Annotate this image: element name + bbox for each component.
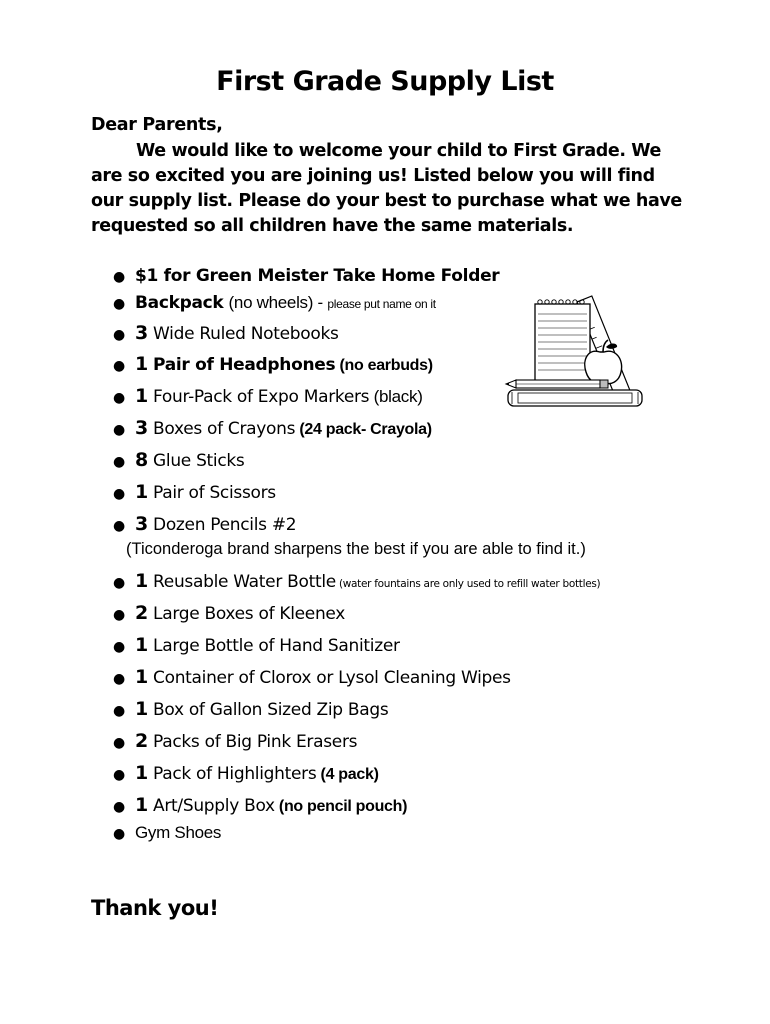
- item-note: (24 pack- Crayola): [295, 421, 432, 438]
- bullet: ●: [113, 575, 125, 591]
- list-item: [113, 760, 379, 786]
- pencil-note: (Ticonderoga brand sharpens the best if you are able to find it.): [126, 540, 586, 558]
- item-note: (4 pack): [316, 766, 379, 783]
- bullet: ●: [113, 607, 125, 623]
- item-note: (no pencil pouch): [274, 798, 408, 815]
- item-name: Container of Clorox or Lysol Cleaning Wipes: [153, 668, 511, 688]
- item-qty: 8: [135, 449, 148, 471]
- bullet: ●: [113, 671, 125, 687]
- bullet: ●: [113, 735, 125, 751]
- list-item: [113, 568, 600, 594]
- item-note: (black): [369, 387, 423, 406]
- list-item: [113, 820, 221, 846]
- list-item: [113, 792, 407, 818]
- bullet: ●: [113, 703, 125, 719]
- list-item: [113, 696, 388, 722]
- item-qty: 1: [135, 762, 148, 784]
- item-name: Large Boxes of Kleenex: [153, 604, 346, 624]
- item-qty: 3: [135, 322, 148, 344]
- bullet: ●: [113, 422, 125, 438]
- item-qty: 1: [135, 634, 148, 656]
- bullet: ●: [113, 454, 125, 470]
- item-name: Packs of Big Pink Erasers: [153, 732, 358, 752]
- item-name: Reusable Water Bottle: [153, 572, 336, 592]
- list-item: [113, 320, 339, 346]
- closing: Thank you!: [91, 896, 219, 920]
- item-name: Pair of Scissors: [153, 483, 276, 503]
- item-name: Pair of Headphones: [153, 355, 336, 375]
- bullet: ●: [113, 486, 125, 502]
- item-note: (no earbuds): [335, 357, 433, 374]
- item-name: Four-Pack of Expo Markers: [153, 387, 370, 407]
- bullet: ●: [113, 639, 125, 655]
- bullet: ●: [113, 296, 125, 312]
- item-qty: 3: [135, 513, 148, 535]
- item-qty: 2: [135, 602, 148, 624]
- item-name: Gym Shoes: [135, 823, 222, 842]
- page-title: First Grade Supply List: [216, 66, 554, 97]
- school-supplies-clipart-icon: [500, 290, 650, 412]
- item-name: Pack of Highlighters: [153, 764, 317, 784]
- item-qty: 1: [135, 481, 148, 503]
- item-qty: 1: [135, 698, 148, 720]
- list-item: [113, 511, 296, 537]
- bullet: ●: [113, 826, 125, 842]
- bullet: ●: [113, 327, 125, 343]
- list-item: [113, 479, 276, 505]
- list-item: [113, 290, 436, 316]
- list-item: [113, 415, 432, 441]
- item-name: Boxes of Crayons: [153, 419, 296, 439]
- bullet: ●: [113, 767, 125, 783]
- item-qty: 1: [135, 570, 148, 592]
- item-name: Wide Ruled Notebooks: [153, 324, 339, 344]
- bullet: ●: [113, 269, 125, 285]
- list-item: [113, 351, 433, 377]
- list-item: [113, 728, 357, 754]
- bullet: ●: [113, 518, 125, 534]
- item-note: (no wheels) -: [228, 293, 328, 312]
- item-note-small: please put name on it: [327, 297, 436, 311]
- bullet: ●: [113, 799, 125, 815]
- item-qty: 2: [135, 730, 148, 752]
- item-name: Box of Gallon Sized Zip Bags: [153, 700, 389, 720]
- item-name: Art/Supply Box: [153, 796, 275, 816]
- list-item: [113, 383, 423, 409]
- item-qty: 3: [135, 417, 148, 439]
- bullet: ●: [113, 390, 125, 406]
- item-qty: 1: [135, 666, 148, 688]
- item-name: $1 for Green Meister Take Home Folder: [135, 266, 500, 286]
- list-item: [113, 632, 400, 658]
- item-name: Large Bottle of Hand Sanitizer: [153, 636, 400, 656]
- bullet: ●: [113, 358, 125, 374]
- list-item: [113, 447, 245, 473]
- item-name: Dozen Pencils #2: [153, 515, 297, 535]
- salutation: Dear Parents,: [91, 115, 223, 135]
- item-qty: 1: [135, 353, 148, 375]
- item-name: Backpack: [135, 293, 224, 313]
- list-item: [113, 664, 511, 690]
- item-qty: 1: [135, 385, 148, 407]
- list-item: [113, 263, 499, 289]
- item-name: Glue Sticks: [153, 451, 245, 471]
- list-item: [113, 600, 345, 626]
- intro-paragraph: We would like to welcome your child to First Grade. We are so excited you are joining us! Listed below you will find our supply list. Please do your best to purchase what we have requested so all children have the same materials.: [91, 141, 682, 236]
- item-note: (water fountains are only used to refill water bottles): [335, 578, 601, 590]
- item-qty: 1: [135, 794, 148, 816]
